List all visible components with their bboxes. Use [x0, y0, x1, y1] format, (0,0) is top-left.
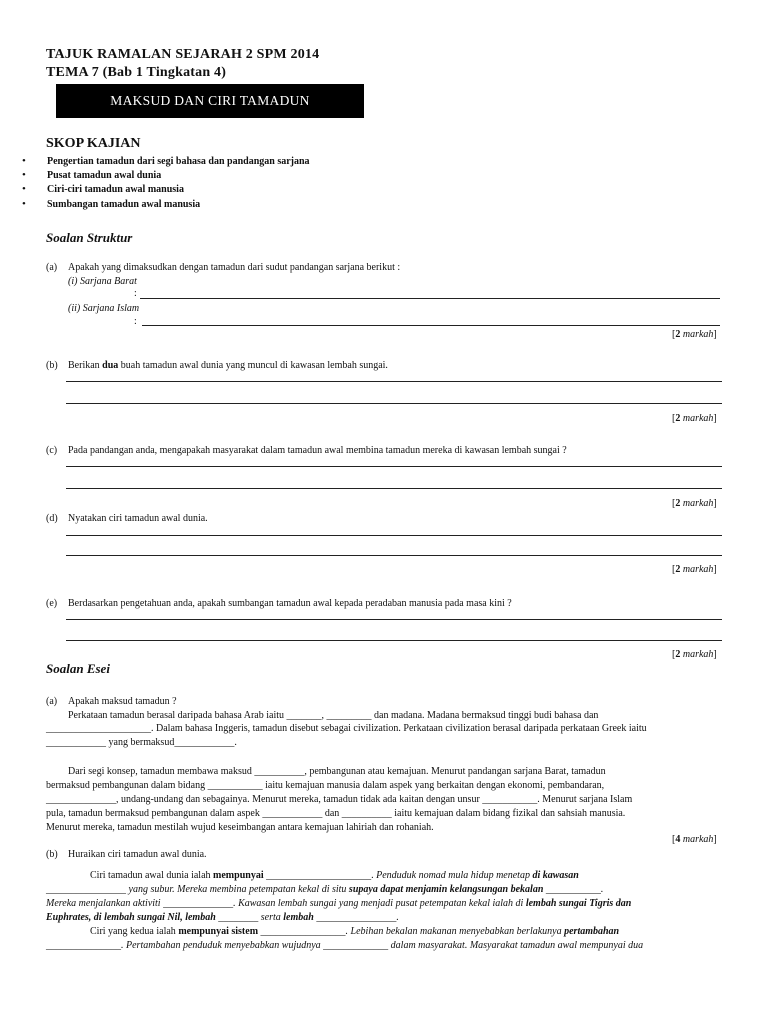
answer-line[interactable] — [66, 619, 722, 620]
question-c-text: Pada pandangan anda, mengapakah masyarakat dalam tamadun awal membina tamadun mereka di kawasan lembah sungai ? — [68, 445, 567, 456]
esei-b-para1-line3: Mereka menjalankan aktiviti ______________. Kawasan lembah sungai yang menjadi pusat petempatan kekal ialah di lembah sungai Tigris dan — [46, 898, 632, 909]
question-a-ii: (ii) Sarjana Islam — [68, 303, 140, 314]
answer-line[interactable] — [66, 535, 722, 536]
mark-label: [4 markah] — [672, 834, 717, 845]
answer-line[interactable] — [66, 381, 722, 382]
question-c-label: (c) — [46, 445, 58, 456]
esei-a-para1-line2: _____________________. Dalam bahasa Inggeris, tamadun disebut sebagai civilization. Perkataan civilization berasal daripada perkataan Greek iaitu — [46, 723, 647, 734]
question-a-text: Apakah yang dimaksudkan dengan tamadun dari sudut pandangan sarjana berikut : — [68, 262, 401, 273]
skop-item: Pengertian tamadun dari segi bahasa dan pandangan sarjana — [47, 156, 310, 167]
answer-line[interactable] — [66, 488, 722, 489]
skop-item: Pusat tamadun awal dunia — [47, 170, 162, 181]
doc-subtitle: TEMA 7 (Bab 1 Tingkatan 4) — [46, 65, 227, 80]
esei-b-para2-line2: _______________. Pertambahan penduduk menyebabkan wujudnya _____________ dalam masyarakat. Masyarakat tamadun awal mempunyai dua — [46, 940, 644, 951]
question-d-text: Nyatakan ciri tamadun awal dunia. — [68, 513, 208, 524]
answer-line[interactable] — [142, 325, 720, 326]
colon: : — [134, 316, 137, 327]
esei-b-label: (b) — [46, 849, 58, 860]
mark-label: [2 markah] — [672, 413, 717, 424]
esei-a-para1-line1: Perkataan tamadun berasal daripada bahasa Arab iaitu _______, _________ dan madana. Madana bermaksud tinggi budi bahasa dan — [68, 710, 599, 721]
doc-title: TAJUK RAMALAN SEJARAH 2 SPM 2014 — [46, 47, 320, 62]
esei-a-para2-line4: pula, tamadun bermaksud pembangunan dalam aspek ____________ dan __________ iaitu kemajuan dalam bidang fizikal dan sahsiah manusia. — [46, 808, 626, 819]
question-e-text: Berdasarkan pengetahuan anda, apakah sumbangan tamadun awal kepada peradaban manusia pada masa kini ? — [68, 598, 512, 609]
esei-b-para1-line1: Ciri tamadun awal dunia ialah mempunyai _____________________. Penduduk nomad mula hidup menetap di kawasan — [90, 870, 579, 881]
question-b-label: (b) — [46, 360, 58, 371]
esei-b-para1-line4: Euphrates, di lembah sungai Nil, lembah ________ serta lembah ________________. — [46, 912, 399, 923]
colon: : — [134, 288, 137, 299]
answer-line[interactable] — [66, 403, 722, 404]
answer-line[interactable] — [66, 466, 722, 467]
esei-b-para2-line1: Ciri yang kedua ialah mempunyai sistem _________________. Lebihan bekalan makanan menyebabkan berlakunya pertambahan — [90, 926, 620, 937]
question-a-i: (i) Sarjana Barat — [68, 276, 137, 287]
esei-b-para1-line2: ________________ yang subur. Mereka membina petempatan kekal di situ supaya dapat menjamin kelangsungan bekalan ___________. — [46, 884, 604, 895]
answer-line[interactable] — [66, 555, 722, 556]
skop-title: SKOP KAJIAN — [46, 136, 141, 151]
bullet-icon: • — [22, 183, 26, 195]
bullet-icon: • — [22, 155, 26, 167]
answer-line[interactable] — [140, 298, 720, 299]
esei-a-text: Apakah maksud tamadun ? — [68, 696, 177, 707]
esei-a-para2-line1: Dari segi konsep, tamadun membawa maksud __________, pembangunan atau kemajuan. Menurut pandangan sarjana Barat, tamadun — [68, 766, 606, 777]
mark-label: [2 markah] — [672, 498, 717, 509]
esei-b-text: Huraikan ciri tamadun awal dunia. — [68, 849, 207, 860]
skop-item: Ciri-ciri tamadun awal manusia — [47, 184, 184, 195]
bullet-icon: • — [22, 169, 26, 181]
question-b-text: Berikan dua buah tamadun awal dunia yang muncul di kawasan lembah sungai. — [68, 360, 388, 371]
mark-label: [2 markah] — [672, 329, 717, 340]
section-struktur-title: Soalan Struktur — [46, 230, 133, 245]
esei-a-para2-line5: Menurut mereka, tamadun mestilah wujud keseimbangan antara kemajuan lahiriah dan rohaniah. — [46, 822, 434, 833]
mark-label: [2 markah] — [672, 564, 717, 575]
esei-a-para2-line3: ______________, undang-undang dan sebagainya. Menurut mereka, tamadun tidak ada kaitan dengan unsur ___________. Menurut sarjana Islam — [46, 794, 633, 805]
topic-banner: MAKSUD DAN CIRI TAMADUN — [56, 84, 364, 118]
section-esei-title: Soalan Esei — [46, 661, 110, 676]
esei-a-para1-line3: ____________ yang bermaksud____________. — [46, 737, 237, 748]
answer-line[interactable] — [66, 640, 722, 641]
esei-a-label: (a) — [46, 696, 58, 707]
question-e-label: (e) — [46, 598, 58, 609]
question-a-label: (a) — [46, 262, 58, 273]
skop-item: Sumbangan tamadun awal manusia — [47, 199, 201, 210]
esei-a-para2-line2: bermaksud pembangunan dalam bidang ___________ iaitu kemajuan manusia dalam aspek yang berkaitan dengan ekonomi, pembandaran, — [46, 780, 605, 791]
mark-label: [2 markah] — [672, 649, 717, 660]
question-d-label: (d) — [46, 513, 58, 524]
bullet-icon: • — [22, 198, 26, 210]
